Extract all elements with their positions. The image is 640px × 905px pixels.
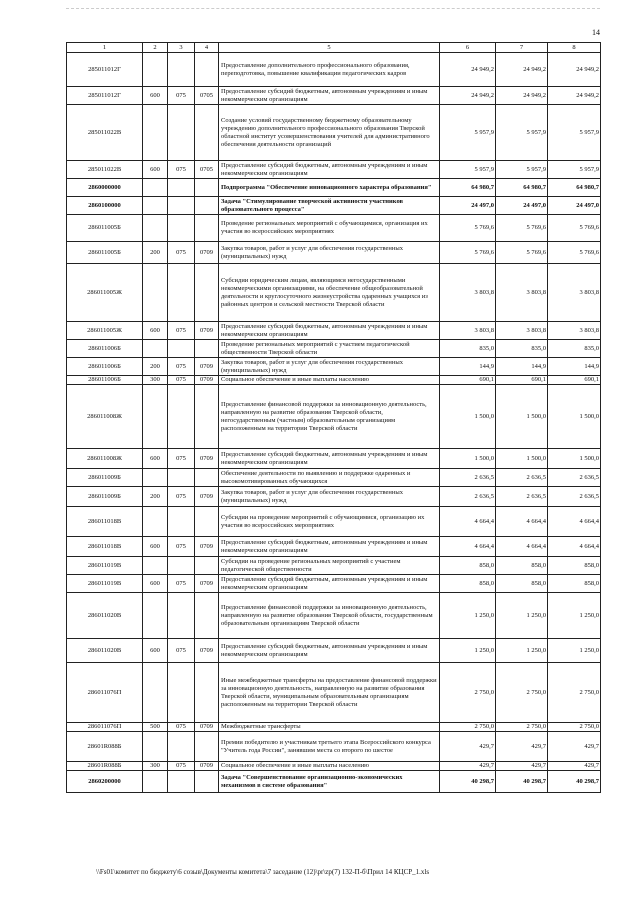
row-value-col8: 858,0 <box>548 557 601 575</box>
row-code: 286011008Ж <box>67 385 143 449</box>
row-ministry-code: 075 <box>168 723 195 732</box>
table-row <box>67 557 601 575</box>
row-expense-type <box>143 507 168 537</box>
row-value-col7: 2 750,0 <box>496 723 548 732</box>
row-ministry-code <box>168 507 195 537</box>
row-expense-type: 200 <box>143 358 168 376</box>
row-expense-type: 300 <box>143 762 168 771</box>
row-expense-type <box>143 215 168 242</box>
row-section-code: 0709 <box>195 487 219 507</box>
row-value-col6: 4 664,4 <box>440 507 496 537</box>
row-value-col6: 2 750,0 <box>440 663 496 723</box>
row-value-col8: 3 803,8 <box>548 322 601 340</box>
row-value-col7: 5 769,6 <box>496 242 548 264</box>
row-ministry-code: 075 <box>168 376 195 385</box>
row-section-code <box>195 340 219 358</box>
table-row <box>67 215 601 242</box>
row-ministry-code: 075 <box>168 322 195 340</box>
table-row <box>67 487 601 507</box>
column-header: 1 <box>67 43 143 53</box>
column-header: 8 <box>548 43 601 53</box>
row-section-code <box>195 469 219 487</box>
table-row <box>67 87 601 105</box>
row-expense-type: 600 <box>143 449 168 469</box>
row-ministry-code: 075 <box>168 487 195 507</box>
row-section-code <box>195 197 219 215</box>
row-ministry-code <box>168 469 195 487</box>
row-value-col8: 429,7 <box>548 732 601 762</box>
row-value-col7: 1 500,0 <box>496 449 548 469</box>
row-value-col6: 1 500,0 <box>440 449 496 469</box>
row-value-col8: 2 636,5 <box>548 469 601 487</box>
row-value-col8: 5 957,9 <box>548 161 601 179</box>
table-row <box>67 385 601 449</box>
row-ministry-code: 075 <box>168 537 195 557</box>
row-section-code <box>195 179 219 197</box>
row-description: Предоставление субсидий бюджетным, автономным учреждениям и иным некоммерческим организациям <box>219 575 440 593</box>
row-ministry-code: 075 <box>168 358 195 376</box>
row-value-col6: 3 803,8 <box>440 264 496 322</box>
row-value-col7: 3 803,8 <box>496 264 548 322</box>
row-value-col6: 64 980,7 <box>440 179 496 197</box>
row-value-col8: 858,0 <box>548 575 601 593</box>
row-ministry-code <box>168 264 195 322</box>
row-code: 285011022В <box>67 161 143 179</box>
row-expense-type <box>143 469 168 487</box>
row-expense-type: 200 <box>143 242 168 264</box>
row-value-col7: 858,0 <box>496 575 548 593</box>
row-expense-type: 200 <box>143 487 168 507</box>
row-value-col8: 1 250,0 <box>548 593 601 639</box>
row-ministry-code <box>168 663 195 723</box>
row-expense-type: 600 <box>143 575 168 593</box>
table-row <box>67 762 601 771</box>
row-code: 286011020В <box>67 639 143 663</box>
row-value-col8: 24 497,0 <box>548 197 601 215</box>
row-description: Подпрограмма "Обеспечение инновационного характера образования" <box>219 179 440 197</box>
row-section-code: 0709 <box>195 537 219 557</box>
row-expense-type <box>143 732 168 762</box>
table-row <box>67 469 601 487</box>
row-code: 286011008Ж <box>67 449 143 469</box>
row-description: Создание условий государственному бюджетному образовательному учреждению дополнительного профессионального образования Тверской областной институт усовершенствования учителей для административного обеспечения деятельности организаций <box>219 105 440 161</box>
row-value-col6: 429,7 <box>440 762 496 771</box>
table-row <box>67 53 601 87</box>
row-code: 286011005Б <box>67 215 143 242</box>
table-row <box>67 264 601 322</box>
row-ministry-code: 075 <box>168 575 195 593</box>
row-value-col8: 144,9 <box>548 358 601 376</box>
row-value-col6: 2 750,0 <box>440 723 496 732</box>
row-description: Закупка товаров, работ и услуг для обеспечения государственных (муниципальных) нужд <box>219 242 440 264</box>
row-description: Проведение региональных мероприятий с обучающимися, организация их участия во всероссийских мероприятиях <box>219 215 440 242</box>
row-value-col7: 24 949,2 <box>496 53 548 87</box>
row-section-code: 0709 <box>195 322 219 340</box>
table-row <box>67 639 601 663</box>
row-value-col8: 2 750,0 <box>548 663 601 723</box>
row-value-col8: 4 664,4 <box>548 537 601 557</box>
row-expense-type: 300 <box>143 376 168 385</box>
row-value-col7: 40 298,7 <box>496 771 548 793</box>
row-value-col8: 64 980,7 <box>548 179 601 197</box>
row-ministry-code <box>168 197 195 215</box>
row-description: Межбюджетные трансферты <box>219 723 440 732</box>
row-value-col8: 1 500,0 <box>548 385 601 449</box>
row-description: Закупка товаров, работ и услуг для обеспечения государственных (муниципальных) нужд <box>219 358 440 376</box>
row-code: 286011076П <box>67 723 143 732</box>
row-section-code: 0709 <box>195 723 219 732</box>
row-section-code <box>195 264 219 322</box>
row-code: 2860100000 <box>67 197 143 215</box>
row-code: 286011006Б <box>67 376 143 385</box>
row-description: Субсидии на проведение мероприятий с обучающимися, организацию их участия во всероссийских мероприятиях <box>219 507 440 537</box>
row-section-code <box>195 507 219 537</box>
row-value-col7: 5 957,9 <box>496 161 548 179</box>
table-row <box>67 663 601 723</box>
row-value-col6: 24 497,0 <box>440 197 496 215</box>
row-code: 286011020В <box>67 593 143 639</box>
row-value-col7: 24 949,2 <box>496 87 548 105</box>
row-code: 286011076П <box>67 663 143 723</box>
row-ministry-code: 075 <box>168 161 195 179</box>
table-row <box>67 105 601 161</box>
row-ministry-code <box>168 105 195 161</box>
row-section-code <box>195 557 219 575</box>
table-row <box>67 593 601 639</box>
row-expense-type: 600 <box>143 87 168 105</box>
row-section-code <box>195 385 219 449</box>
table-row <box>67 358 601 376</box>
row-value-col8: 429,7 <box>548 762 601 771</box>
row-section-code: 0709 <box>195 376 219 385</box>
row-value-col8: 835,0 <box>548 340 601 358</box>
table-row <box>67 242 601 264</box>
footer-file-path: \\Fs01\комитет по бюджету\6 созыв\Документы комитета\7 заседание (12)\pr\zp(7) 132-П-б\Прил 14 КЦСР_1.xls <box>96 868 430 876</box>
row-description: Предоставление дополнительного профессионального образования, переподготовка, повышение квалификации педагогических кадров <box>219 53 440 87</box>
row-value-col8: 4 664,4 <box>548 507 601 537</box>
table-row <box>67 732 601 762</box>
row-description: Премии победителю и участникам третьего этапа Всероссийского конкурса "Учитель года России", занявшим места со второго по шестое <box>219 732 440 762</box>
row-section-code: 0705 <box>195 87 219 105</box>
row-ministry-code <box>168 340 195 358</box>
row-code: 285011012Г <box>67 53 143 87</box>
row-value-col8: 24 949,2 <box>548 53 601 87</box>
row-ministry-code <box>168 385 195 449</box>
row-value-col6: 4 664,4 <box>440 537 496 557</box>
table-row <box>67 723 601 732</box>
row-expense-type: 600 <box>143 537 168 557</box>
row-value-col8: 3 803,8 <box>548 264 601 322</box>
row-expense-type <box>143 557 168 575</box>
row-code: 28601R088Б <box>67 732 143 762</box>
row-value-col7: 64 980,7 <box>496 179 548 197</box>
table-row <box>67 340 601 358</box>
row-section-code: 0709 <box>195 762 219 771</box>
row-value-col7: 429,7 <box>496 762 548 771</box>
row-code: 286011006Б <box>67 340 143 358</box>
table-row <box>67 771 601 793</box>
row-value-col7: 5 769,6 <box>496 215 548 242</box>
row-value-col6: 2 636,5 <box>440 469 496 487</box>
row-value-col6: 835,0 <box>440 340 496 358</box>
row-code: 285011022В <box>67 105 143 161</box>
row-value-col8: 690,1 <box>548 376 601 385</box>
table-row <box>67 179 601 197</box>
row-section-code: 0709 <box>195 575 219 593</box>
row-expense-type <box>143 771 168 793</box>
row-section-code <box>195 663 219 723</box>
row-value-col8: 1 500,0 <box>548 449 601 469</box>
row-value-col6: 144,9 <box>440 358 496 376</box>
table-body <box>67 53 601 793</box>
row-value-col8: 40 298,7 <box>548 771 601 793</box>
row-expense-type <box>143 197 168 215</box>
row-code: 286011005Ж <box>67 322 143 340</box>
row-value-col8: 5 957,9 <box>548 105 601 161</box>
row-value-col6: 1 250,0 <box>440 639 496 663</box>
row-section-code <box>195 105 219 161</box>
row-code: 286011009Б <box>67 469 143 487</box>
row-ministry-code <box>168 215 195 242</box>
row-code: 2860000000 <box>67 179 143 197</box>
row-ministry-code <box>168 53 195 87</box>
row-value-col6: 690,1 <box>440 376 496 385</box>
row-code: 286011018В <box>67 507 143 537</box>
row-description: Предоставление субсидий бюджетным, автономным учреждениям и иным некоммерческим организациям <box>219 639 440 663</box>
row-value-col7: 2 636,5 <box>496 469 548 487</box>
row-section-code <box>195 593 219 639</box>
row-expense-type: 500 <box>143 723 168 732</box>
row-value-col6: 858,0 <box>440 575 496 593</box>
row-value-col6: 5 769,6 <box>440 242 496 264</box>
row-description: Социальное обеспечение и иные выплаты населению <box>219 376 440 385</box>
column-header: 3 <box>168 43 195 53</box>
row-expense-type <box>143 179 168 197</box>
budget-table-sheet <box>66 42 600 793</box>
column-header: 2 <box>143 43 168 53</box>
budget-table <box>66 42 601 793</box>
row-section-code: 0709 <box>195 242 219 264</box>
row-value-col6: 40 298,7 <box>440 771 496 793</box>
row-value-col7: 1 500,0 <box>496 385 548 449</box>
row-ministry-code <box>168 179 195 197</box>
row-value-col6: 858,0 <box>440 557 496 575</box>
row-ministry-code: 075 <box>168 639 195 663</box>
row-ministry-code <box>168 593 195 639</box>
row-section-code <box>195 53 219 87</box>
row-value-col8: 5 769,6 <box>548 242 601 264</box>
row-value-col6: 5 957,9 <box>440 161 496 179</box>
table-header-row <box>67 43 601 53</box>
row-value-col7: 2 636,5 <box>496 487 548 507</box>
row-description: Предоставление субсидий бюджетным, автономным учреждениям и иным некоммерческим организациям <box>219 87 440 105</box>
row-value-col8: 5 769,6 <box>548 215 601 242</box>
row-description: Иные межбюджетные трансферты на предоставление финансовой поддержки за инновационную деятельность, направленную на развитие образования Тверской области, муниципальным образовательным организациям расположенным на территории Тверской области <box>219 663 440 723</box>
row-expense-type <box>143 385 168 449</box>
row-code: 286011006Б <box>67 358 143 376</box>
row-expense-type <box>143 53 168 87</box>
row-value-col7: 1 250,0 <box>496 593 548 639</box>
row-value-col6: 5 769,6 <box>440 215 496 242</box>
row-value-col7: 24 497,0 <box>496 197 548 215</box>
row-ministry-code: 075 <box>168 762 195 771</box>
row-section-code: 0709 <box>195 358 219 376</box>
row-code: 286011019В <box>67 575 143 593</box>
row-description: Субсидии юридическим лицам, являющимся негосударственными некоммерческими организациями, на обеспечение общеобразовательной деятельности и круглосуточного жизнеустройства одаренных учащихся из районных центров и сельской местности Тверской области <box>219 264 440 322</box>
row-ministry-code <box>168 557 195 575</box>
row-section-code <box>195 215 219 242</box>
row-code: 2860200000 <box>67 771 143 793</box>
row-value-col6: 429,7 <box>440 732 496 762</box>
row-ministry-code <box>168 732 195 762</box>
row-expense-type <box>143 105 168 161</box>
row-section-code: 0705 <box>195 161 219 179</box>
row-value-col6: 1 250,0 <box>440 593 496 639</box>
table-row <box>67 575 601 593</box>
row-section-code: 0709 <box>195 639 219 663</box>
row-description: Задача "Стимулирование творческой активности участников образовательного процесса" <box>219 197 440 215</box>
row-value-col8: 2 636,5 <box>548 487 601 507</box>
row-ministry-code: 075 <box>168 87 195 105</box>
row-value-col7: 2 750,0 <box>496 663 548 723</box>
row-value-col6: 24 949,2 <box>440 87 496 105</box>
row-description: Предоставление финансовой поддержки за инновационную деятельность, направленную на развитие образования Тверской области, государственным образовательным организациям Тверской области <box>219 593 440 639</box>
row-description: Задача "Совершенствование организационно-экономических механизмов в системе образования" <box>219 771 440 793</box>
table-row <box>67 161 601 179</box>
row-description: Предоставление субсидий бюджетным, автономным учреждениям и иным некоммерческим организациям <box>219 161 440 179</box>
row-value-col6: 24 949,2 <box>440 53 496 87</box>
row-code: 285011012Г <box>67 87 143 105</box>
row-value-col7: 858,0 <box>496 557 548 575</box>
row-description: Предоставление субсидий бюджетным, автономным учреждениям и иным некоммерческим организациям <box>219 537 440 557</box>
row-description: Предоставление субсидий бюджетным, автономным учреждениям и иным некоммерческим организациям <box>219 449 440 469</box>
table-row <box>67 449 601 469</box>
column-header: 5 <box>219 43 440 53</box>
row-value-col7: 835,0 <box>496 340 548 358</box>
row-expense-type <box>143 340 168 358</box>
column-header: 4 <box>195 43 219 53</box>
row-code: 286011018В <box>67 537 143 557</box>
table-row <box>67 322 601 340</box>
row-expense-type: 600 <box>143 639 168 663</box>
row-description: Проведение региональных мероприятий с участием педагогической общественности Тверской области <box>219 340 440 358</box>
row-code: 286011005Б <box>67 242 143 264</box>
row-code: 286011009Б <box>67 487 143 507</box>
row-value-col6: 3 803,8 <box>440 322 496 340</box>
row-description: Предоставление субсидий бюджетным, автономным учреждениям и иным некоммерческим организациям <box>219 322 440 340</box>
row-section-code <box>195 771 219 793</box>
row-expense-type: 600 <box>143 161 168 179</box>
row-section-code: 0709 <box>195 449 219 469</box>
row-value-col7: 4 664,4 <box>496 507 548 537</box>
row-description: Закупка товаров, работ и услуг для обеспечения государственных (муниципальных) нужд <box>219 487 440 507</box>
row-ministry-code: 075 <box>168 449 195 469</box>
row-value-col7: 144,9 <box>496 358 548 376</box>
row-value-col8: 1 250,0 <box>548 639 601 663</box>
table-row <box>67 376 601 385</box>
row-value-col6: 5 957,9 <box>440 105 496 161</box>
table-row <box>67 537 601 557</box>
row-description: Предоставление финансовой поддержки за инновационную деятельность, направленную на развитие образования Тверской области, негосударственным (частным) образовательным организациям расположенным на территории Тверской области <box>219 385 440 449</box>
row-value-col7: 1 250,0 <box>496 639 548 663</box>
row-value-col7: 3 803,8 <box>496 322 548 340</box>
row-value-col6: 1 500,0 <box>440 385 496 449</box>
row-code: 286011005Ж <box>67 264 143 322</box>
column-header: 7 <box>496 43 548 53</box>
row-description: Социальное обеспечение и иные выплаты населению <box>219 762 440 771</box>
page-top-edge <box>66 8 600 9</box>
page-number: 14 <box>592 28 600 37</box>
row-value-col6: 2 636,5 <box>440 487 496 507</box>
row-section-code <box>195 732 219 762</box>
row-description: Субсидии на проведение региональных мероприятий с участием педагогической общественности <box>219 557 440 575</box>
row-value-col8: 2 750,0 <box>548 723 601 732</box>
row-value-col8: 24 949,2 <box>548 87 601 105</box>
row-description: Обеспечение деятельности по выявлению и поддержке одаренных и высокомотивированных обучающихся <box>219 469 440 487</box>
row-ministry-code: 075 <box>168 242 195 264</box>
row-expense-type <box>143 593 168 639</box>
row-expense-type <box>143 663 168 723</box>
table-row <box>67 507 601 537</box>
row-value-col7: 4 664,4 <box>496 537 548 557</box>
row-code: 286011019В <box>67 557 143 575</box>
row-value-col7: 5 957,9 <box>496 105 548 161</box>
table-row <box>67 197 601 215</box>
column-header: 6 <box>440 43 496 53</box>
row-ministry-code <box>168 771 195 793</box>
row-code: 28601R088Б <box>67 762 143 771</box>
row-expense-type <box>143 264 168 322</box>
row-value-col7: 690,1 <box>496 376 548 385</box>
row-value-col7: 429,7 <box>496 732 548 762</box>
row-expense-type: 600 <box>143 322 168 340</box>
